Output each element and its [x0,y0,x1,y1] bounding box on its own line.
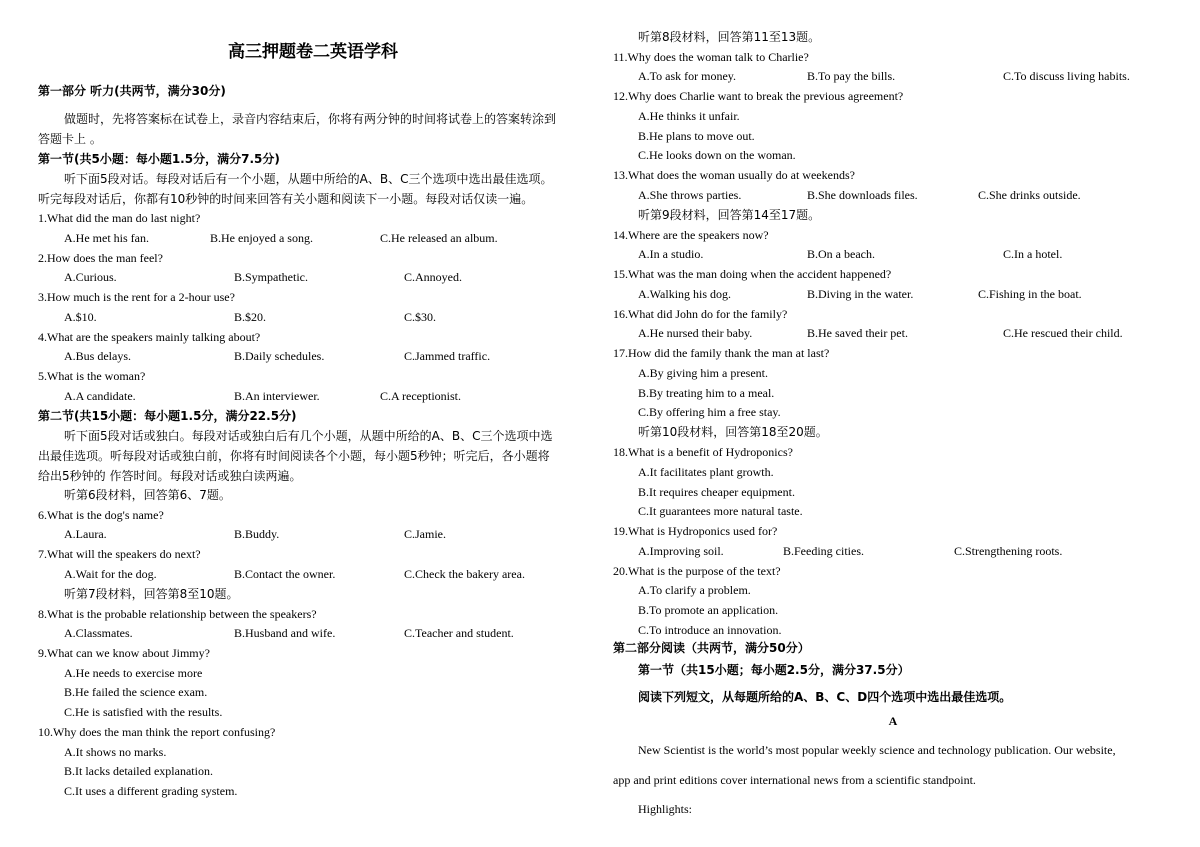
option-c: C.To introduce an innovation. [638,623,782,637]
highlights-label: Highlights: [638,802,693,816]
question-stem: 5.What is the woman? [38,369,146,383]
option-a: A.She throws parties. [638,188,742,202]
part2-sec1-heading: 第一节（共15小题；每小题2.5分，满分37.5分） [638,663,910,677]
option-a: A.In a studio. [638,247,704,261]
option-a: A.Classmates. [64,626,133,640]
sec2-intro-line3: 给出5秒钟的 作答时间。每段对话或独白读两遍。 [38,469,302,483]
option-a: A.To ask for money. [638,69,737,83]
passage-line2: app and print editions cover international news from a scientific standpoint. [613,773,976,787]
question-stem: 13.What does the woman usually do at weekends? [613,168,855,182]
exam-title: 高三押题卷二英语学科 [228,42,398,62]
option-a: A.Laura. [64,527,107,541]
option-c: C.To discuss living habits. [1003,69,1130,83]
option-c: C.He is satisfied with the results. [64,705,223,719]
option-b: B.Diving in the water. [807,287,914,301]
question-stem: 20.What is the purpose of the text? [613,564,781,578]
option-b: B.Husband and wife. [234,626,336,640]
option-c: C.He released an album. [380,231,498,245]
option-a: A.To clarify a problem. [638,583,751,597]
material-8-instruction: 听第8段材料，回答第11至13题。 [638,30,821,44]
question-stem: 2.How does the man feel? [38,251,163,265]
question-stem: 4.What are the speakers mainly talking about? [38,330,261,344]
option-b: B.It lacks detailed explanation. [64,764,213,778]
question-stem: 15.What was the man doing when the accident happened? [613,267,892,281]
option-a: A.He needs to exercise more [64,666,203,680]
option-b: B.To promote an application. [638,603,779,617]
option-b: B.He plans to move out. [638,129,755,143]
option-b: B.On a beach. [807,247,875,261]
option-b: B.He enjoyed a song. [210,231,313,245]
passage-line1: New Scientist is the world’s most popular weekly science and technology publication. Our website, [638,743,1116,757]
part1-intro-line1: 做题时，先将答案标在试卷上，录音内容结束后，你将有两分钟的时间将试卷上的答案转涂到 [64,112,557,126]
question-stem: 17.How did the family thank the man at last? [613,346,830,360]
option-c: C.Strengthening roots. [954,544,1063,558]
option-b: B.It requires cheaper equipment. [638,485,795,499]
question-stem: 9.What can we know about Jimmy? [38,646,210,660]
option-b: B.Feeding cities. [783,544,864,558]
sec2-intro-line2: 出最佳选项。听每段对话或独白前，你将有时间阅读各个小题，每小题5秒钟；听完后，各小题将 [38,449,550,463]
question-stem: 1.What did the man do last night? [38,211,201,225]
question-stem: 10.Why does the man think the report confusing? [38,725,276,739]
option-c: C.Annoyed. [404,270,462,284]
option-c: C.In a hotel. [1003,247,1063,261]
part2-heading: 第二部分阅读（共两节，满分50分） [613,641,810,655]
part1-intro-line2: 答题卡上 。 [38,132,102,146]
option-a: A.Improving soil. [638,544,724,558]
option-b: B.$20. [234,310,267,324]
option-c: C.Check the bakery area. [404,567,525,581]
option-c: C.Fishing in the boat. [978,287,1082,301]
option-a: A.He thinks it unfair. [638,109,740,123]
option-b: B.He saved their pet. [807,326,908,340]
option-c: C.Jamie. [404,527,446,541]
option-a: A.It facilitates plant growth. [638,465,774,479]
option-a: A.$10. [64,310,97,324]
option-a: A.Curious. [64,270,117,284]
material-10-instruction: 听第10段材料，回答第18至20题。 [638,425,828,439]
sec2-heading: 第二节(共15小题：每小题1.5分，满分22.5分) [38,409,297,423]
question-stem: 19.What is Hydroponics used for? [613,524,778,538]
option-a: A.Wait for the dog. [64,567,157,581]
option-c: C.It uses a different grading system. [64,784,238,798]
sec1-intro-line2: 听完每段对话后，你都有10秒钟的时间来回答有关小题和阅读下一小题。每段对话仅读一遍。 [38,192,534,206]
question-stem: 6.What is the dog's name? [38,508,164,522]
option-b: B.He failed the science exam. [64,685,208,699]
part2-sec1-intro: 阅读下列短文，从每题所给的A、B、C、D四个选项中选出最佳选项。 [638,690,1012,704]
option-c: C.She drinks outside. [978,188,1081,202]
question-stem: 7.What will the speakers do next? [38,547,201,561]
option-a: A.A candidate. [64,389,136,403]
question-stem: 18.What is a benefit of Hydroponics? [613,445,793,459]
option-a: A.Walking his dog. [638,287,732,301]
material-6-instruction: 听第6段材料，回答第6、7题。 [64,488,231,502]
option-c: C.$30. [404,310,437,324]
option-b: B.Daily schedules. [234,349,325,363]
question-stem: 16.What did John do for the family? [613,307,788,321]
option-b: B.An interviewer. [234,389,320,403]
option-c: C.By offering him a free stay. [638,405,781,419]
option-c: C.He looks down on the woman. [638,148,796,162]
option-c: C.It guarantees more natural taste. [638,504,803,518]
option-a: A.Bus delays. [64,349,131,363]
question-stem: 12.Why does Charlie want to break the previous agreement? [613,89,904,103]
question-stem: 11.Why does the woman talk to Charlie? [613,50,809,64]
passage-label: A [888,714,898,728]
option-a: A.By giving him a present. [638,366,768,380]
option-b: B.Sympathetic. [234,270,308,284]
option-b: B.By treating him to a meal. [638,386,775,400]
sec1-heading: 第一节(共5小题：每小题1.5分，满分7.5分) [38,152,280,166]
sec2-intro-line1: 听下面5段对话或独白。每段对话或独白后有几个小题，从题中所给的A、B、C三个选项中选 [64,429,553,443]
option-c: C.A receptionist. [380,389,461,403]
option-b: B.Buddy. [234,527,280,541]
sec1-intro-line1: 听下面5段对话。每段对话后有一个小题，从题中所给的A、B、C三个选项中选出最佳选项。 [64,172,553,186]
question-stem: 8.What is the probable relationship between the speakers? [38,607,317,621]
option-c: C.He rescued their child. [1003,326,1123,340]
option-a: A.He met his fan. [64,231,149,245]
question-stem: 14.Where are the speakers now? [613,228,769,242]
part1-heading: 第一部分 听力(共两节，满分30分) [38,84,226,98]
option-b: B.Contact the owner. [234,567,336,581]
option-a: A.It shows no marks. [64,745,167,759]
option-a: A.He nursed their baby. [638,326,753,340]
option-c: C.Teacher and student. [404,626,514,640]
option-c: C.Jammed traffic. [404,349,491,363]
material-7-instruction: 听第7段材料，回答第8至10题。 [64,587,239,601]
option-b: B.To pay the bills. [807,69,896,83]
question-stem: 3.How much is the rent for a 2-hour use? [38,290,235,304]
material-9-instruction: 听第9段材料，回答第14至17题。 [638,208,821,222]
option-b: B.She downloads files. [807,188,918,202]
